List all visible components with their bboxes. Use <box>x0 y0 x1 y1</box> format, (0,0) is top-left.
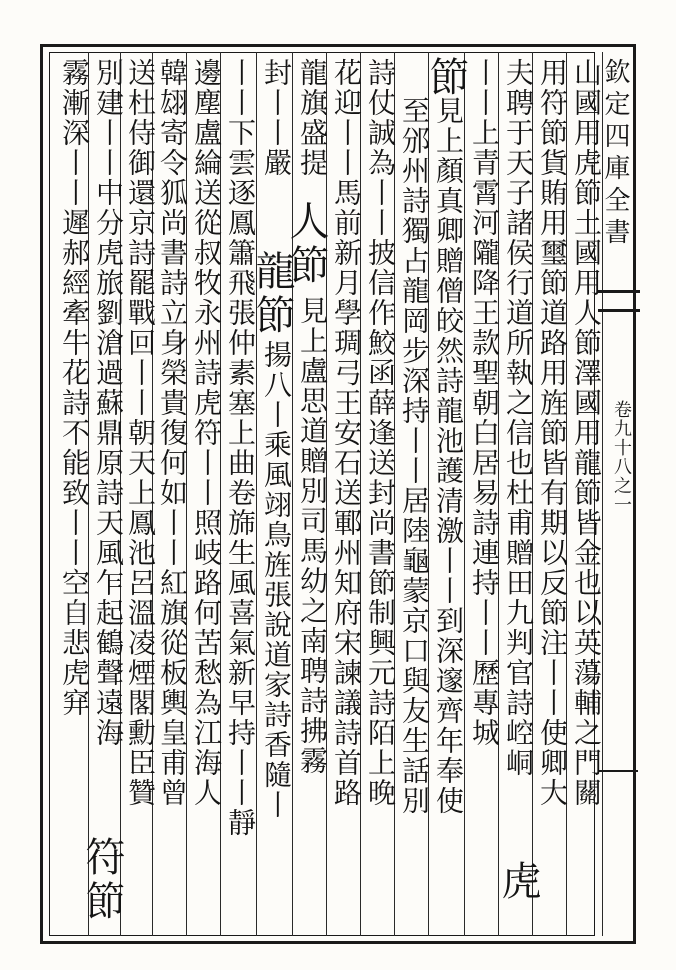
text-column-6: 至邠州詩獨占龍岡步深持丨丨居陸龜蒙京口與友生話別 <box>398 96 431 816</box>
headword-ren: 人 <box>283 200 329 242</box>
headword-jie-fu: 節 <box>79 880 125 922</box>
text-column-2: 用符節貨賄用璽節道路用旌節皆有期以反節注丨丨使卿大 <box>536 58 569 808</box>
text-column-7: 詩仗誠為丨丨披信作鮫函薛逢送封尚書節制興元詩陌上晚 <box>364 58 397 808</box>
headword-fu: 符 <box>79 836 125 878</box>
volume-label: 卷九十八之一 <box>611 400 632 514</box>
text-column-13: 丨丨下雲逐鳳簫飛張仲素塞上曲卷旆生風喜氣新早持丨丨靜 <box>224 58 257 838</box>
margin-tick <box>598 770 638 772</box>
fishtail-mark <box>598 290 640 312</box>
text-column-16: 送杜侍御還京詩罷戰回丨丨朝天上鳳池呂溫凌煙閣勳臣贊 <box>124 58 157 808</box>
text-column-10: 見上盧思道贈別司馬幼之南聘詩拂霧 <box>296 296 329 776</box>
text-column-17: 別建丨丨中分虎旅劉滄過蘇鼎原詩天風乍起鶴聲遠海 <box>92 58 125 748</box>
book-title: 欽定四庫全書 <box>600 58 630 250</box>
text-column-18: 霧漸深丨丨遲郝經牽牛花詩不能致丨丨空自悲虎穽 <box>58 58 91 718</box>
text-column-5: 見上顏真卿贈僧皎然詩龍池護清激丨丨到深邃齊年奉使 <box>432 96 465 816</box>
headword-long: 龍 <box>249 250 295 292</box>
headword-jie-long: 節 <box>249 294 295 336</box>
headword-jie: 節 <box>423 56 469 98</box>
text-column-9: 龍旗盛提 <box>296 58 329 178</box>
text-column-1: 山國用虎節土國用人節澤國用龍節皆金也以英蕩輔之門關 <box>570 58 603 808</box>
text-column-3: 夫聘于天子諸侯行道所執之信也杜甫贈田九判官詩崆峒 <box>502 58 535 778</box>
headword-hu: 虎 <box>495 860 541 902</box>
text-column-15: 韓翃寄令狐尚書詩立身榮貴復何如丨丨紅旗從板輿皇甫曾 <box>156 58 189 808</box>
text-column-14: 邊塵盧綸送從叔牧永州詩虎符丨丨照岐路何苦愁為江海人 <box>190 58 223 808</box>
text-column-4: 丨丨上青霄河隴降王款聖朝白居易詩連持丨丨歷專城 <box>468 58 501 748</box>
text-column-12: 揚八丨乘風翊鳥旌張說道家詩香隨丨 <box>260 340 293 820</box>
text-column-8: 花迎丨丨馬前新月學琱弓王安石送鄆州知府宋諫議詩首路 <box>330 58 363 808</box>
headword-jie-ren: 節 <box>283 244 329 286</box>
text-column-11: 封丨丨嚴 <box>260 58 293 178</box>
